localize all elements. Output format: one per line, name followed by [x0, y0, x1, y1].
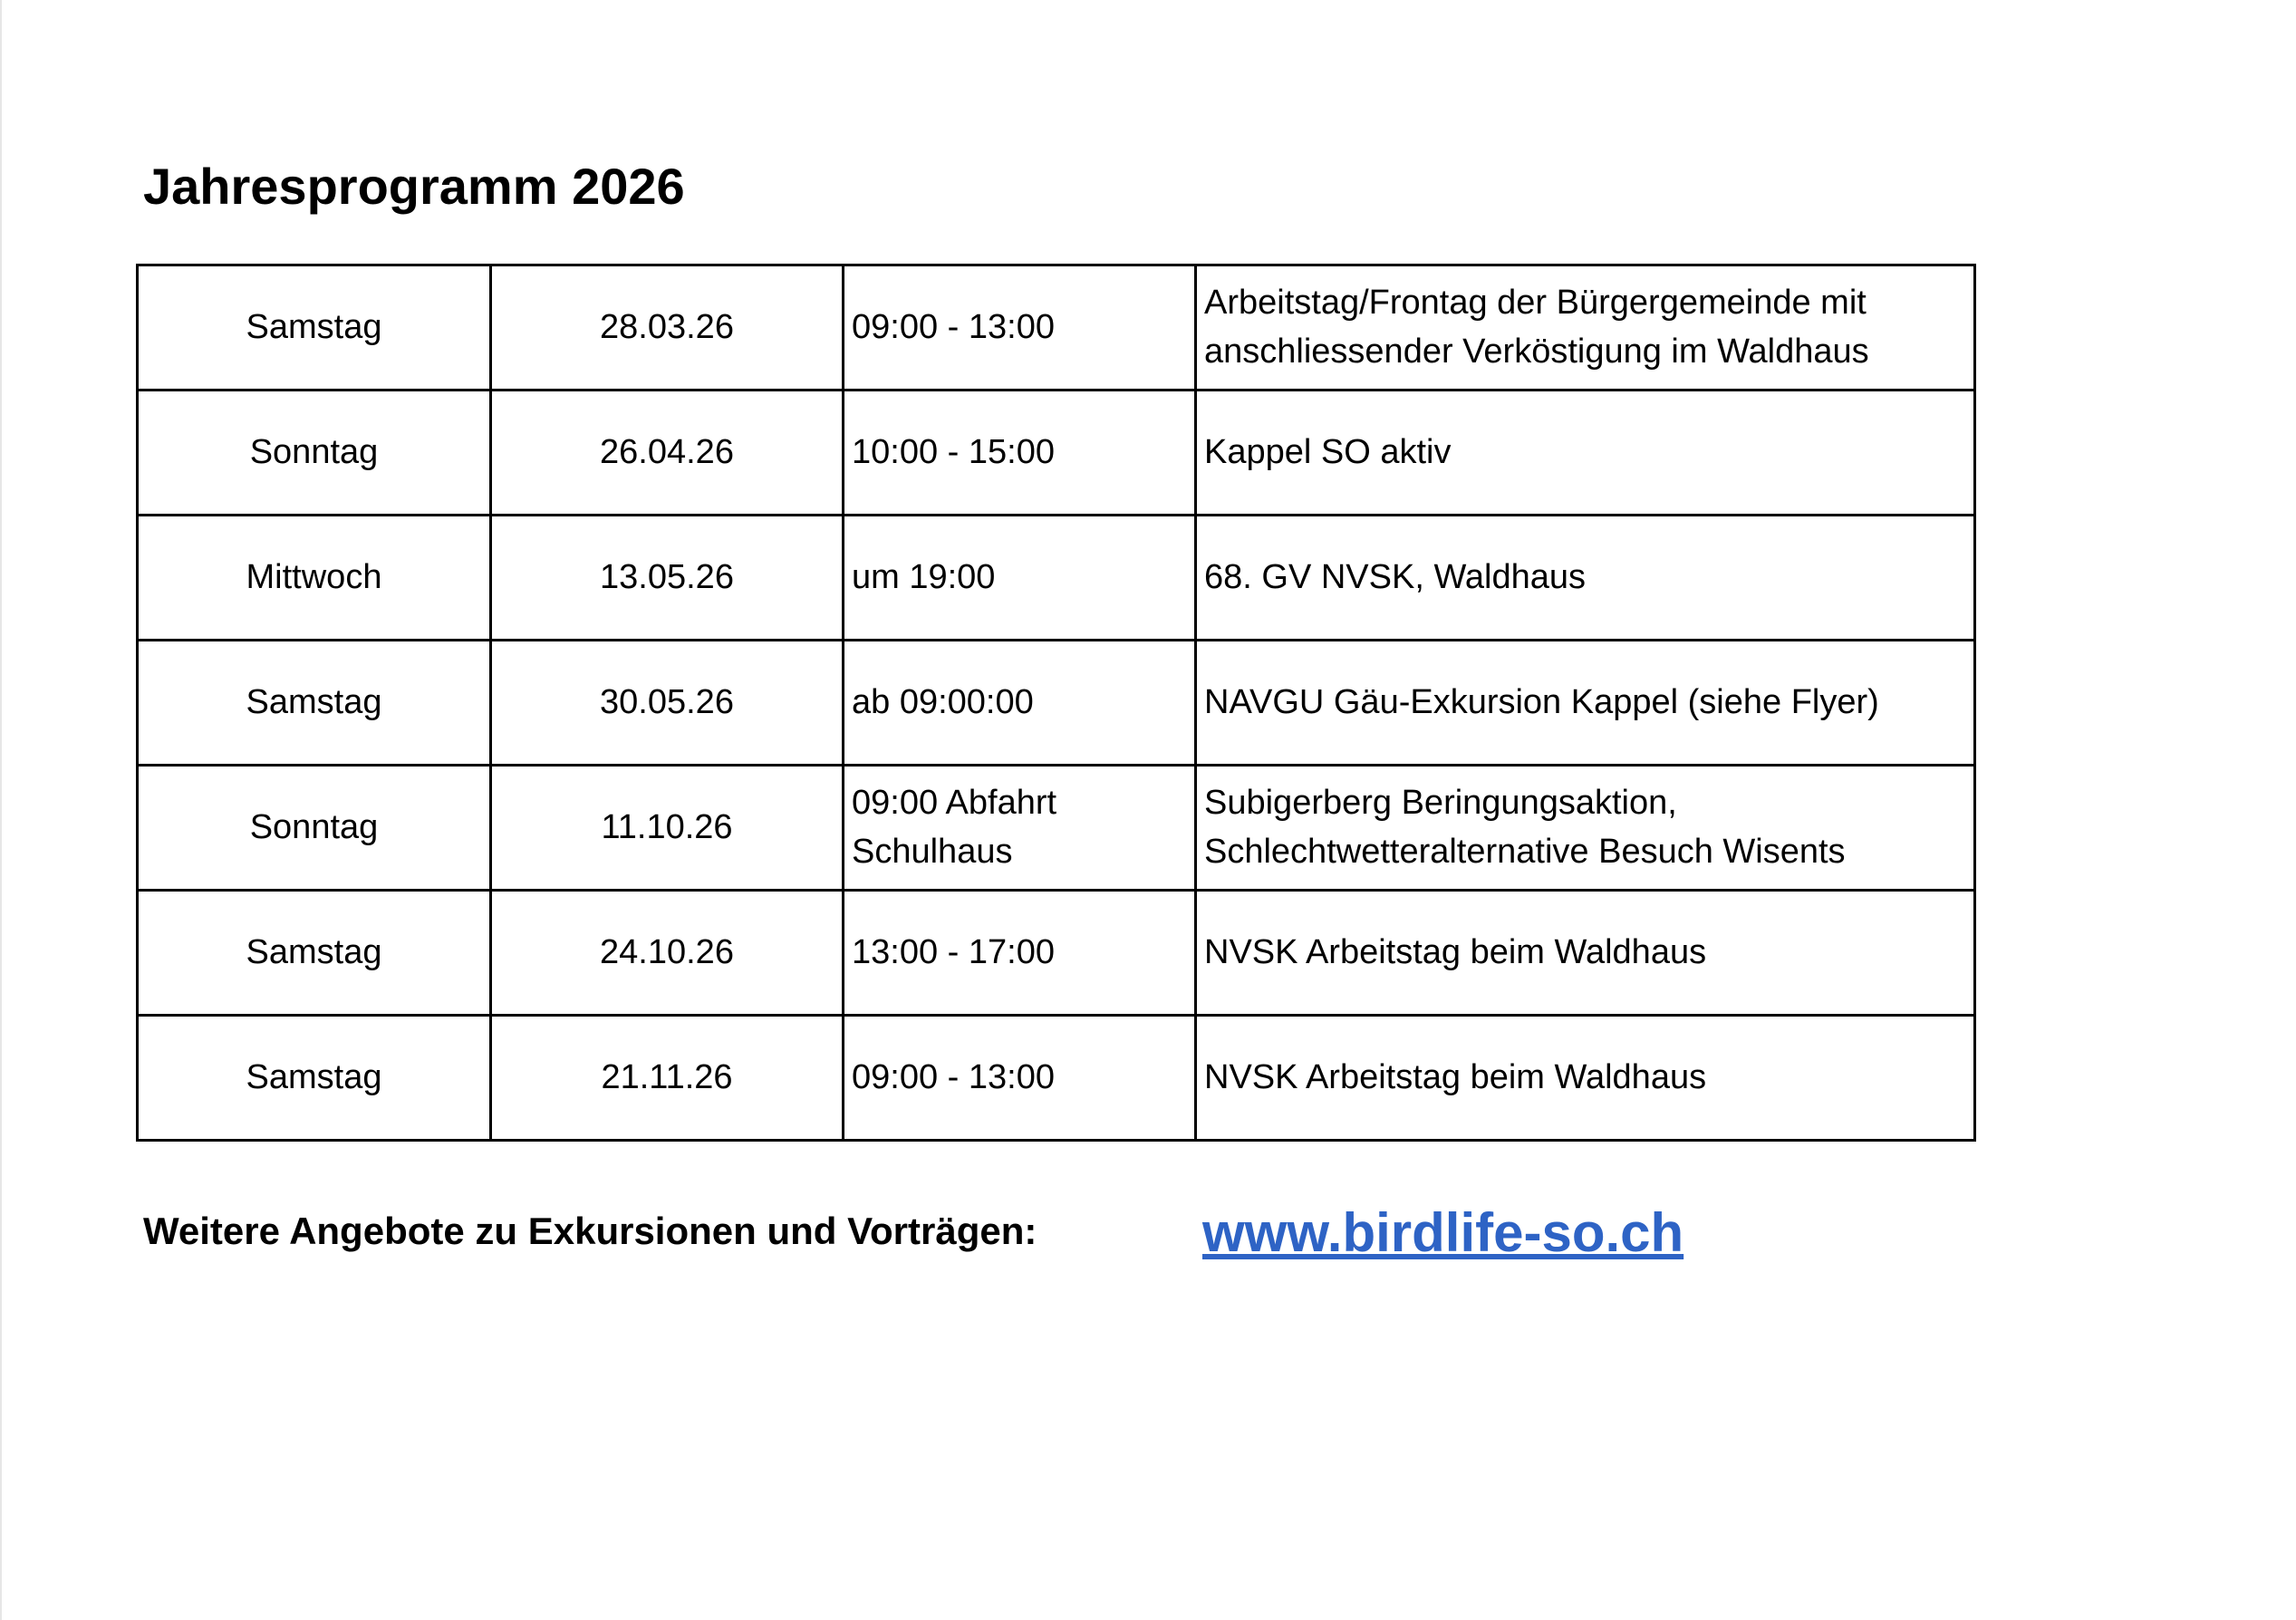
- description-cell: 68. GV NVSK, Waldhaus: [1196, 516, 1975, 641]
- footer-note: Weitere Angebote zu Exkursionen und Vorträgen:: [143, 1210, 1037, 1252]
- page-title: Jahresprogramm 2026: [143, 158, 685, 215]
- table-row: [138, 891, 1975, 1016]
- date-cell: 11.10.26: [491, 766, 844, 891]
- description-cell: NAVGU Gäu-Exkursion Kappel (siehe Flyer): [1196, 641, 1975, 766]
- date-cell: 30.05.26: [491, 641, 844, 766]
- birdlife-website-link[interactable]: www.birdlife-so.ch: [1202, 1202, 1684, 1263]
- table-row: [138, 516, 1975, 641]
- day-cell: Mittwoch: [138, 516, 491, 641]
- time-cell: 09:00 - 13:00: [844, 1016, 1196, 1141]
- day-cell: Sonntag: [138, 766, 491, 891]
- description-cell: Arbeitstag/Frontag der Bürgergemeinde mit anschliessender Verköstigung im Waldhaus: [1196, 265, 1975, 391]
- time-cell: ab 09:00:00: [844, 641, 1196, 766]
- day-cell: Samstag: [138, 891, 491, 1016]
- time-cell: um 19:00: [844, 516, 1196, 641]
- schedule-table: [136, 264, 1976, 1142]
- time-cell: 10:00 - 15:00: [844, 391, 1196, 516]
- description-cell: Subigerberg Beringungsaktion, Schlechtwetteralternative Besuch Wisents: [1196, 766, 1975, 891]
- date-cell: 28.03.26: [491, 265, 844, 391]
- table-row: [138, 391, 1975, 516]
- day-cell: Samstag: [138, 265, 491, 391]
- time-cell: 09:00 Abfahrt Schulhaus: [844, 766, 1196, 891]
- table-row: [138, 641, 1975, 766]
- date-cell: 26.04.26: [491, 391, 844, 516]
- table-row: [138, 1016, 1975, 1141]
- day-cell: Samstag: [138, 1016, 491, 1141]
- date-cell: 24.10.26: [491, 891, 844, 1016]
- time-cell: 13:00 - 17:00: [844, 891, 1196, 1016]
- date-cell: 21.11.26: [491, 1016, 844, 1141]
- time-cell: 09:00 - 13:00: [844, 265, 1196, 391]
- table-row: [138, 265, 1975, 391]
- day-cell: Sonntag: [138, 391, 491, 516]
- date-cell: 13.05.26: [491, 516, 844, 641]
- day-cell: Samstag: [138, 641, 491, 766]
- table-row: [138, 766, 1975, 891]
- page-edge: [0, 0, 2, 1620]
- description-cell: Kappel SO aktiv: [1196, 391, 1975, 516]
- description-cell: NVSK Arbeitstag beim Waldhaus: [1196, 891, 1975, 1016]
- description-cell: NVSK Arbeitstag beim Waldhaus: [1196, 1016, 1975, 1141]
